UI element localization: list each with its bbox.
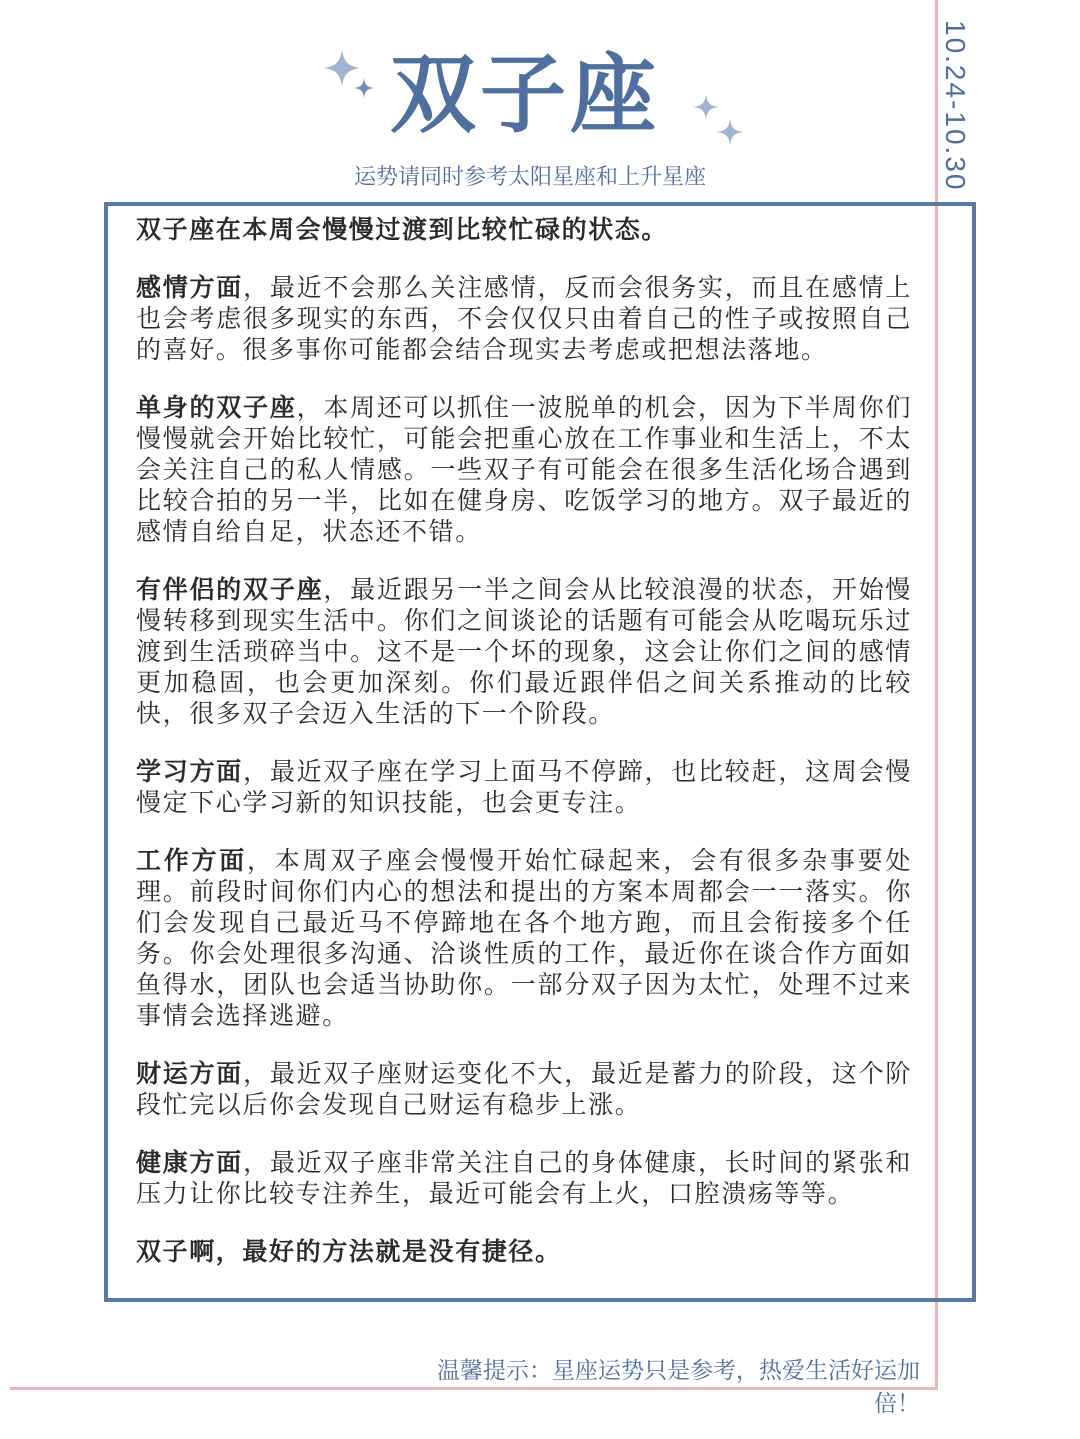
- section-study: [136, 756, 912, 818]
- section-text: ，最近不会那么关注感情，反而会很务实，而且在感情上也会考虑很多现实的东西，不会仅仅只由着自己的性子或按照自己的喜好。很多事你可能都会结合现实去考虑或把想法落地。: [136, 273, 912, 364]
- section-text: ，最近双子座财运变化不大，最近是蓄力的阶段，这个阶段忙完以后你会发现自己财运有稳步上涨。: [136, 1059, 912, 1119]
- pink-frame-horizontal-line: [10, 1387, 938, 1390]
- section-text: ，本周双子座会慢慢开始忙碌起来，会有很多杂事要处理。前段时间你们内心的想法和提出的方案本周都会一一落实。你们会发现自己最近马不停蹄地在各个地方跑，而且会衔接多个任务。你会处理很多沟通、洽谈性质的工作，最近你在谈合作方面如鱼得水，团队也会适当协助你。一部分双子因为太忙，处理不过来事情会选择逃避。: [136, 846, 913, 1030]
- section-text: ，最近跟另一半之间会从比较浪漫的状态，开始慢慢转移到现实生活中。你们之间谈论的话题有可能会从吃喝玩乐过渡到生活琐碎当中。这不是一个坏的现象，这会让你们之间的感情更加稳固，也会更加深刻。你们最近跟伴侣之间关系推动的比较快，很多双子会迈入生活的下一个阶段。: [136, 575, 913, 728]
- page-title: 双子座: [390, 45, 660, 145]
- intro-paragraph: 双子座在本周会慢慢过渡到比较忙碌的状态。: [136, 215, 669, 244]
- section-text: ，最近双子座非常关注自己的身体健康，长时间的紧张和压力让你比较专注养生，最近可能会有上火，口腔溃疡等等。: [136, 1148, 912, 1208]
- horoscope-content: [136, 214, 912, 1294]
- footer-tip: 温馨提示：星座运势只是参考，热爱生活好运加倍！: [437, 1358, 920, 1417]
- section-heading: 学习方面: [136, 757, 244, 786]
- page-subtitle: 运势请同时参考太阳星座和上升星座: [353, 165, 706, 190]
- section-partnered: [136, 574, 912, 729]
- sparkle-icon-right: [690, 92, 750, 156]
- closing-line: 双子啊，最好的方法就是没有捷径。: [136, 1237, 562, 1266]
- section-single: [136, 392, 912, 547]
- section-text: ，本周还可以抓住一波脱单的机会，因为下半周你们慢慢就会开始比较忙，可能会把重心放在工作事业和生活上，不太会关注自己的私人情感。一些双子有可能会在很多生活化场合遇到比较合拍的另一半，比如在健身房、吃饭学习的地方。双子最近的感情自给自足，状态还不错。: [136, 393, 912, 546]
- section-heading: 有伴侣的双子座: [136, 575, 324, 604]
- section-heading: 感情方面: [136, 273, 244, 302]
- section-text: ，最近双子座在学习上面马不停蹄，也比较赶，这周会慢慢定下心学习新的知识技能，也会更专注。: [136, 757, 912, 817]
- section-heading: 健康方面: [136, 1148, 244, 1177]
- section-heading: 单身的双子座: [136, 393, 297, 422]
- date-range: 10.24-10.30: [940, 20, 971, 192]
- section-heading: 财运方面: [136, 1059, 244, 1088]
- section-work: [136, 845, 912, 1031]
- sparkle-icon-large-left: [322, 48, 382, 108]
- section-health: [136, 1147, 912, 1209]
- section-wealth: [136, 1058, 912, 1120]
- section-heading: 工作方面: [136, 846, 248, 875]
- section-love: [136, 272, 912, 365]
